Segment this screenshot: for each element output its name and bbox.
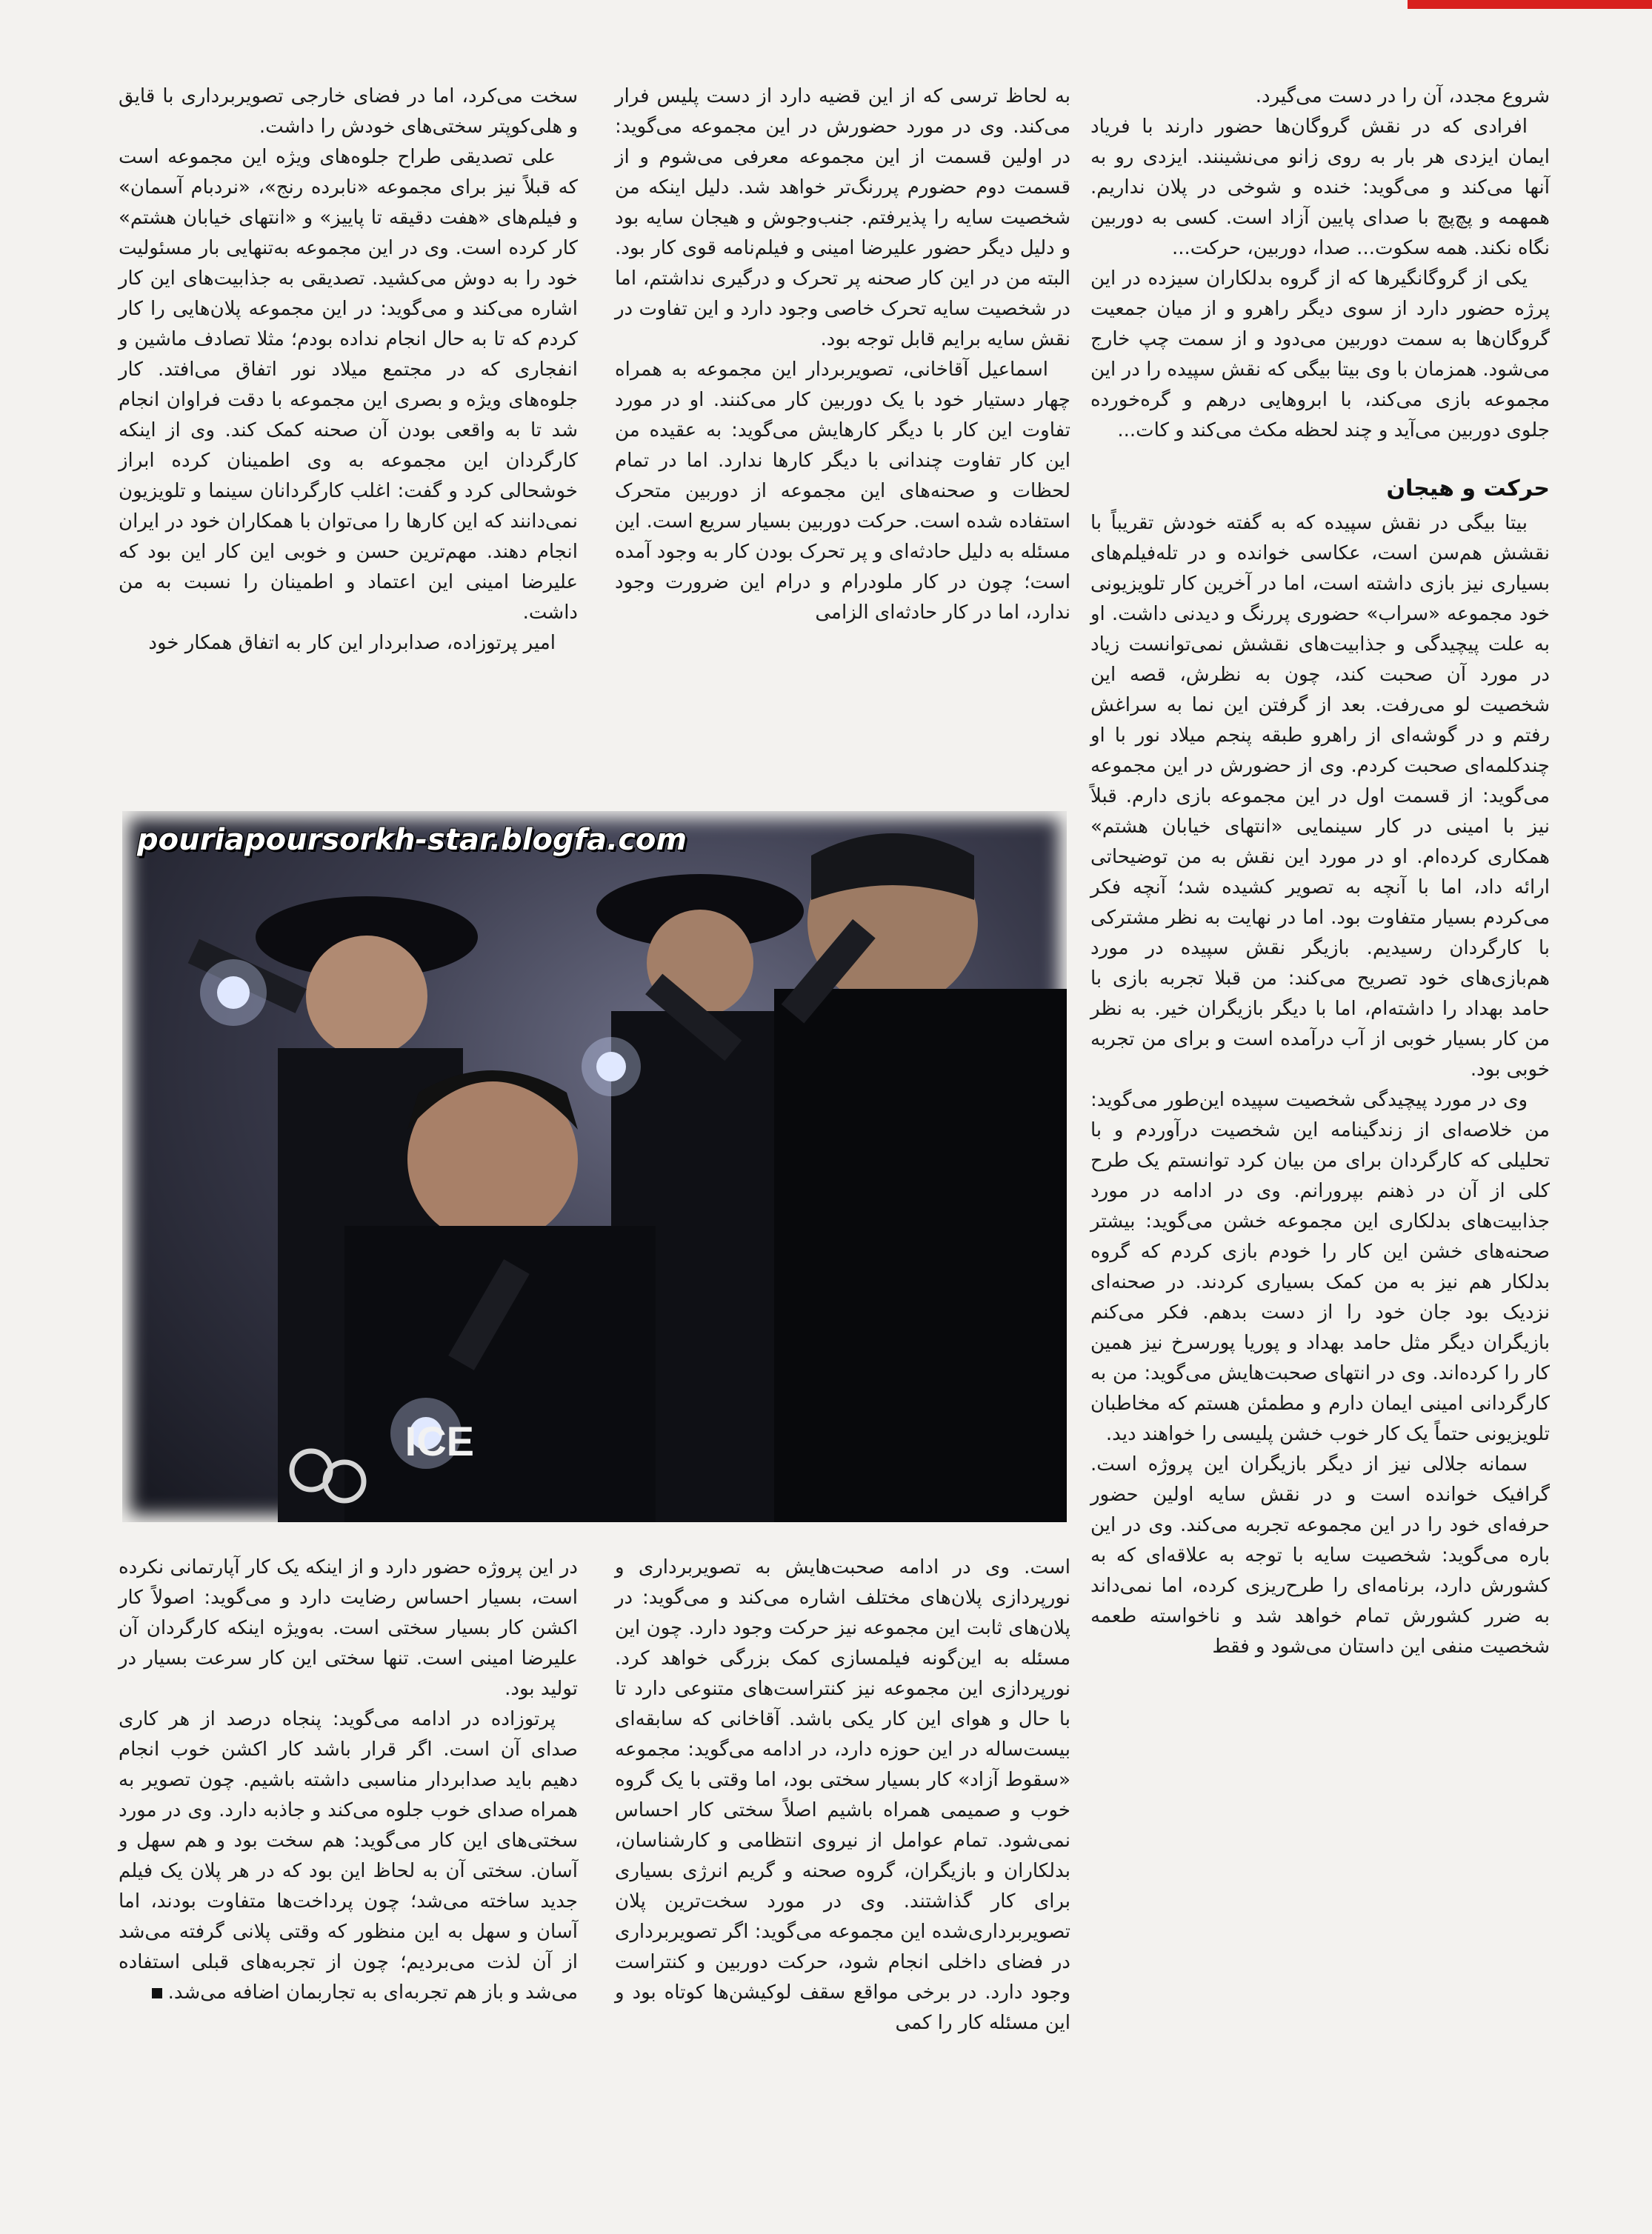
header-accent-bar — [1408, 0, 1652, 9]
watermark-text: pouriapoursorkh-star.blogfa.com — [137, 823, 687, 857]
paragraph: سخت می‌کرد، اما در فضای خارجی تصویربرداری با قایق و هلی‌کوپتر سختی‌های خودش را داشت. — [119, 85, 578, 138]
paragraph: به لحاظ ترسی که از این قضیه دارد از دست پلیس فرار می‌کند. وی در مورد حضورش در این مجموعه می‌گوید: در اولین قسمت از این مجموعه معرفی می‌شوم و از قسمت دوم حضورم پررنگ‌تر خواهد شد. دلیل اینکه من شخصیت سایه را پذیرفتم. جنب‌وجوش و هیجان سایه بود و دلیل دیگر حضور علیرضا امینی و فیلم‌نامه قوی کار بود. البته من در این کار صحنه پر تحرک و درگیری نداشتم، اما در شخصیت سایه تحرک خاصی وجود دارد و این تفاوت در نقش سایه برایم قابل توجه بود. — [615, 85, 1070, 350]
paragraph: اسماعیل آقاخانی، تصویربردار این مجموعه به همراه چهار دستیار خود با یک دوربین کار می‌کنند. او در مورد تفاوت این کار با دیگر کارهایش می‌گوید: به عقیده من این کار تفاوت چندانی با دیگر کارها ندارد. اما در تمام لحظات و صحنه‌های این مجموعه از دوربین متحرک استفاده شده است. حرکت دوربین بسیار سریع است. این مسئله به دلیل حادثه‌ای و پر تحرک بودن کار به وجود آمده است؛ چون در کار ملودرام و درام این ضرورت وجود ندارد، اما در کار حادثه‌ای الزامی — [615, 359, 1070, 624]
article-column-left-top — [119, 81, 578, 793]
paragraph: امیر پرتوزاده، صدابردار این کار به اتفاق همکار خود — [148, 632, 556, 654]
paragraph: بیتا بیگی در نقش سپیده که به گفته خودش تقریباً با نقشش هم‌سن است، عکاسی خوانده و در تله‌فیلم‌های بسیاری نیز بازی داشته است، اما در آخرین کار تلویزیونی خود مجموعه «سراب» حضوری پررنگ و دیدنی داشت. او به علت پیچیدگی و جذابیت‌های نقشش نمی‌توانست زیاد در مورد آن صحبت کند، چون به نظرش، قصه این شخصیت لو می‌رفت. بعد از گرفتن این نما به سراغش رفتم و در گوشه‌ای از راهرو طبقه پنجم میلاد نور با او چندکلمه‌ای صحبت کردم. وی از حضورش در این مجموعه می‌گوید: از قسمت اول در این مجموعه بازی دارم. قبلاً نیز با امینی در کار سینمایی «انتهای خیابان هشتم» همکاری کرده‌ام. او در مورد این نقش به من توضیحاتی ارائه داد، اما با آنچه به تصویر کشیده شد؛ آنچه فکر می‌کردم بسیار متفاوت بود. اما در نهایت به نظر مشترکی با کارگردان رسیدیم. بازیگر نقش سپیده در مورد هم‌بازی‌های خود تصریح می‌کند: من قبلا تجربه بازی با حامد بهداد را داشته‌ام، اما با دیگر بازیگران خیر. به نظر من کار بسیار خوبی از آب درآمده است و برای من تجربه خوبی بود. — [1090, 512, 1550, 1081]
photo-illustration — [122, 811, 1067, 1522]
article-column-middle-bottom — [615, 1553, 1070, 2204]
article-column-right — [1090, 81, 1550, 2200]
end-mark — [152, 1988, 162, 1998]
paragraph: در این پروژه حضور دارد و از اینکه یک کار آپارتمانی نکرده است، بسیار احساس رضایت دارد و می‌گوید: اصولاً کار اکشن کار بسیار سختی است. به‌ویژه اینکه کارگردان آن علیرضا امینی است. تنها سختی این کار سرعت بسیار در تولید بود. — [119, 1556, 578, 1700]
section-heading: حرکت و هیجان — [1386, 476, 1550, 501]
article-column-left-bottom — [119, 1553, 578, 2204]
paragraph: علی تصدیقی طراح جلوه‌های ویژه این مجموعه است که قبلاً نیز برای مجموعه «نابرده رنج»، «نردبام آسمان» و فیلم‌های «هفت دقیقه تا پاییز» و «انتهای خیابان هشتم» کار کرده است. وی در این مجموعه به‌تنهایی بار مسئولیت خود را به دوش می‌کشید. تصدیقی به جذابیت‌های این کار اشاره می‌کند و می‌گوید: در این مجموعه پلان‌هایی را کار کردم که تا به حال انجام نداده بودم؛ مثلا تصادف ماشین و انفجاری که در مجتمع میلاد نور اتفاق می‌افتد. کار جلوه‌های ویژه و بصری این مجموعه با دقت فراوان انجام شد تا به واقعی بودن آن صحنه کمک کند. وی از اینکه کارگردان این مجموعه به وی اطمینان کرده ابراز خوشحالی کرد و گفت: اغلب کارگردانان سینما و تلویزیون نمی‌دانند که این کارها را می‌توان با همکاران خود در ایران انجام دهند. مهم‌ترین حسن و خوبی این کار این بود که علیرضا امینی این اعتماد و اطمینان را نسبت به من داشت. — [119, 146, 578, 624]
paragraph: افرادی که در نقش گروگان‌ها حضور دارند با فریاد ایمان ایزدی هر بار به روی زانو می‌نشینند. ایزدی رو به آنها می‌کند و می‌گوید: خنده و شوخی در پلان نداریم. همهمه و پچ‌پچ با صدای پایین آزاد است. کسی به دوربین نگاه نکند. همه سکوت... صدا، دوربین، حرکت... — [1090, 116, 1550, 259]
vest-police-text: ICE — [404, 1418, 474, 1464]
paragraph: شروع مجدد، آن را در دست می‌گیرد. — [1255, 85, 1550, 107]
paragraph: وی در مورد پیچیدگی شخصیت سپیده این‌طور می‌گوید: من خلاصه‌ای از زندگینامه این شخصیت درآوردم و با تحلیلی که کارگردان برای من بیان کرد توانستم یک طرح کلی از آن در ذهنم بپرورانم. وی در ادامه در مورد جذابیت‌های بدلکاری این مجموعه خشن می‌گوید: بیشتر صحنه‌های خشن این کار را خودم بازی کردم که گروه بدلکار هم نیز به من کمک بسیاری کردند. در صحنه‌ای نزدیک بود جان خود را از دست بدهم. فکر می‌کنم بازیگران دیگر مثل حامد بهداد و پوریا پورسرخ نیز همین کار را کرده‌اند. وی در انتهای صحبت‌هایش می‌گوید: من به کارگردانی امینی ایمان دارم و مطمئن هستم که مخاطبان تلویزیونی حتماً یک کار خوب خشن پلیسی را خواهند دید. — [1090, 1089, 1550, 1445]
paragraph: یکی از گروگانگیرها که از گروه بدلکاران سیزده در این پرژه حضور دارد از سوی دیگر راهرو و از میان جمعیت گروگان‌ها به سمت دوربین می‌دود و از سمت چپ خارج می‌شود. همزمان با وی بیتا بیگی که نقش سپیده را در این مجموعه بازی می‌کند، با ابروهایی درهم و گره‌خورده جلوی دوربین می‌آید و چند لحظه مکث می‌کند و کات... — [1090, 267, 1550, 441]
article-column-middle-top — [615, 81, 1070, 793]
paragraph: پرتوزاده در ادامه می‌گوید: پنجاه درصد از هر کاری صدای آن است. اگر قرار باشد کار اکشن خوب انجام دهیم باید صدابردار مناسبی داشته باشیم. چون تصویر به همراه صدای خوب جلوه می‌کند و جاذبه دارد. وی در مورد سختی‌های این کار می‌گوید: هم سخت بود و هم سهل و آسان. سختی آن به لحاظ این بود که در هر پلان یک فیلم جدید ساخته می‌شد؛ چون پرداخت‌ها متفاوت بودند، اما آسان و سهل به این منظور که وقتی پلانی گرفته می‌شد از آن لذت می‌بردیم؛ چون از تجربه‌های قبلی استفاده می‌شد و باز هم تجربه‌ای به تجاربمان اضافه می‌شد. — [119, 1708, 578, 2004]
paragraph: است. وی در ادامه صحبت‌هایش به تصویربرداری و نورپردازی پلان‌های مختلف اشاره می‌کند و می‌گوید: در پلان‌های ثابت این مجموعه نیز حرکت وجود دارد. چون این مسئله به این‌گونه فیلمسازی کمک بزرگی خواهد کرد. نورپردازی این مجموعه نیز کنتراست‌های متنوعی دارد تا با حال و هوای این کار یکی باشد. آقاخانی که سابقه‌ای بیست‌ساله در این حوزه دارد، در ادامه می‌گوید: مجموعه «سقوط آزاد» کار بسیار سختی بود، اما وقتی با یک گروه خوب و صمیمی همراه باشیم اصلاً سختی کار احساس نمی‌شود. تمام عوامل از نیروی انتظامی و کارشناسان، بدلکاران و بازیگران، گروه صحنه و گریم انرژی بسیاری برای کار گذاشتند. وی در مورد سخت‌ترین پلان تصویربرداری‌شده این مجموعه می‌گوید: اگر تصویربرداری در فضای داخلی انجام شود، حرکت دوربین و کنتراست وجود دارد. در برخی مواقع سقف لوکیشن‌ها کوتاه بود و این مسئله کار را کمی — [615, 1556, 1070, 2034]
paragraph: سمانه جلالی نیز از دیگر بازیگران این پروژه است. گرافیک خوانده است و در نقش سایه اولین حضور حرفه‌ای خود را در این مجموعه تجربه می‌کند. وی در این باره می‌گوید: شخصیت سایه با توجه به علاقه‌ای که به کشورش دارد، برنامه‌ای را طرح‌ریزی کرده، اما نمی‌داند به ضرر کشورش تمام خواهد شد و ناخواسته طعمه شخصیت منفی این داستان می‌شود و فقط — [1090, 1453, 1550, 1658]
feature-photo — [122, 811, 1067, 1522]
